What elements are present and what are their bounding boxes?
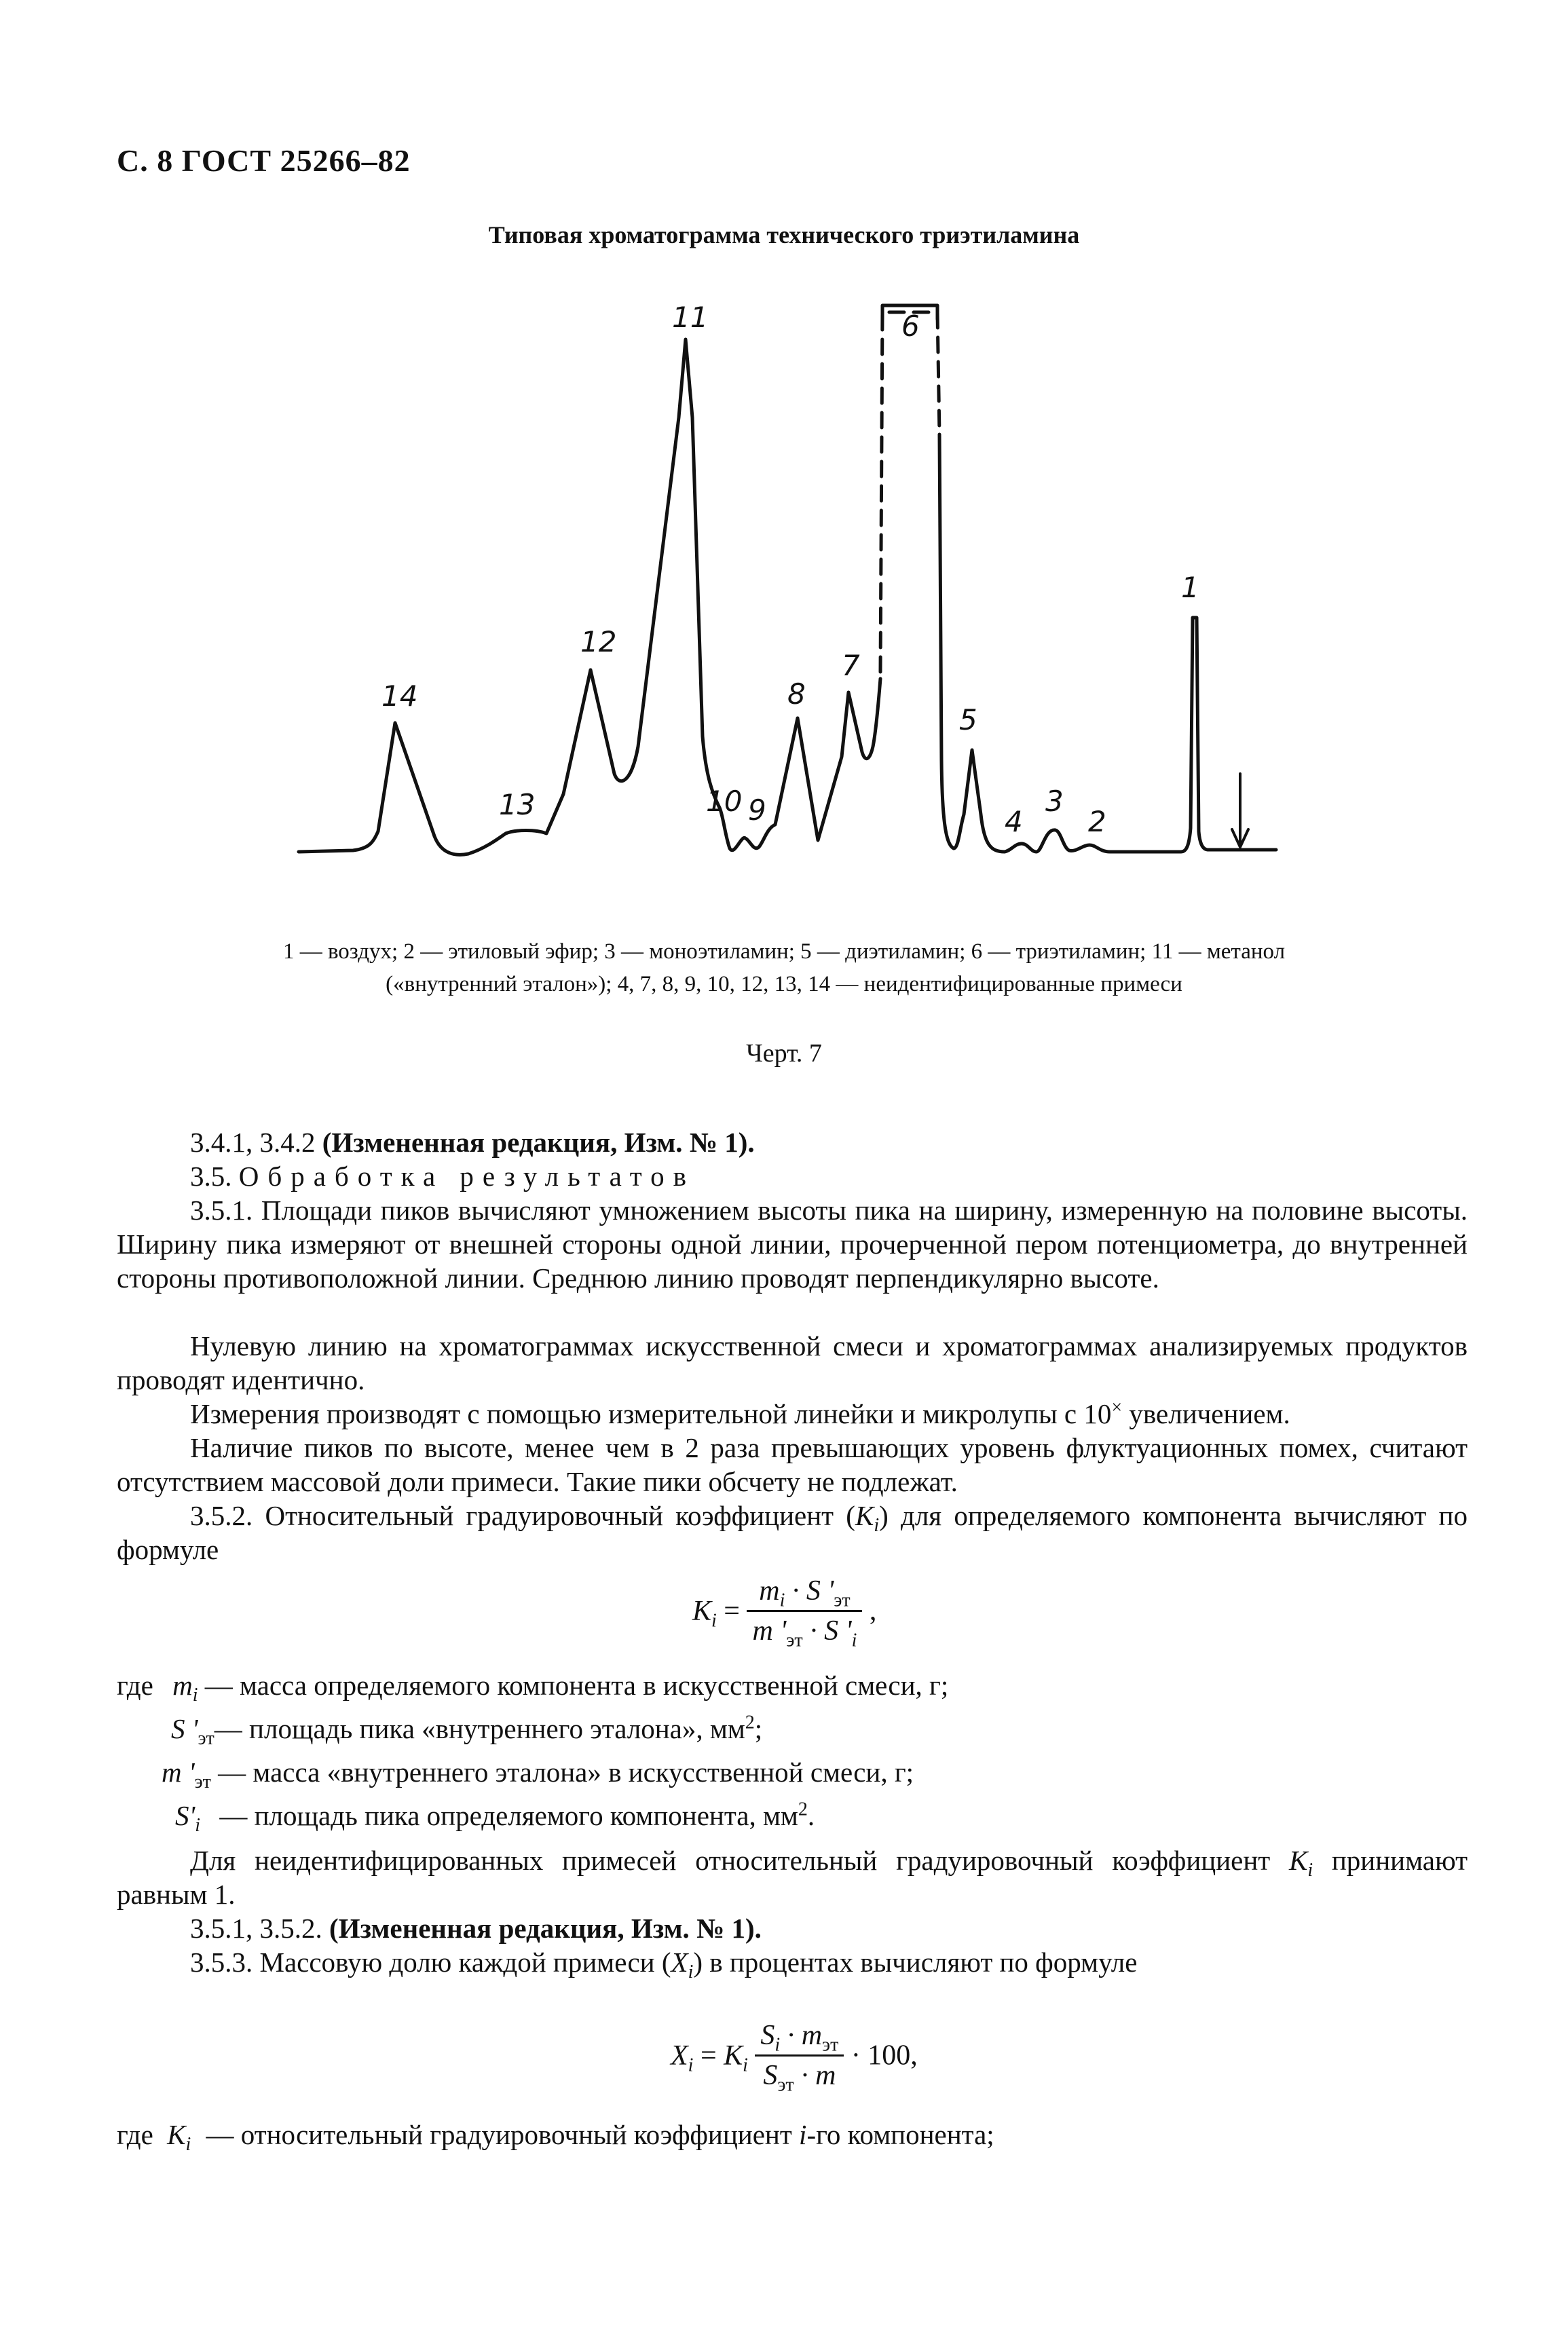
figure-caption: Черт. 7 xyxy=(746,1039,822,1068)
formula-xi-k: K xyxy=(724,2040,743,2071)
m-et-sub: эт xyxy=(194,1771,211,1793)
formula-xi-denominator xyxy=(755,2057,844,2096)
paragraph-peaks-noise: Наличие пиков по высоте, менее чем в 2 раза превышающих уровень флуктуационных помех, считают отсутствием массовой доли примеси. Такие пики обсчету не подлежат. xyxy=(117,1432,1468,1497)
magnification-sign: × xyxy=(1111,1397,1123,1419)
formula-xi-fraction xyxy=(755,2019,844,2096)
si-sup: 2 xyxy=(798,1799,808,1820)
para-3-5-3-end: ) в процентах вычисляют по формуле xyxy=(693,1947,1138,1978)
para-amend-bold-2: (Измененная редакция, Изм. № 1). xyxy=(329,1913,762,1944)
paragraph-measurements xyxy=(117,1397,1468,1431)
s-et-symbol: S ' xyxy=(171,1713,198,1744)
legend-line-1: 1 — воздух; 2 — этиловый эфир; 3 — моноэтиламин; 5 — диэтиламин; 6 — триэтиламин; 11 — метанол xyxy=(282,939,1286,964)
peak-label-3: 3 xyxy=(1045,785,1064,818)
formula-xi-numerator xyxy=(755,2019,844,2057)
peak-label-6: 6 xyxy=(901,309,920,343)
xi-num-s-sub: i xyxy=(774,2034,781,2056)
si-sub: i xyxy=(195,1815,201,1837)
formula-xi-k-sub: i xyxy=(743,2054,748,2076)
legend-line-2: («внутренний эталон»); 4, 7, 8, 9, 10, 12, 13, 14 — неидентифицированные примеси xyxy=(386,972,1182,996)
den-m-sub: эт xyxy=(786,1630,803,1651)
xi-symbol: X xyxy=(671,1947,688,1978)
s-et-definition: — площадь пика «внутреннего эталона», мм xyxy=(214,1713,745,1744)
ki-symbol: K xyxy=(855,1500,874,1531)
formula-xi-lhs: X xyxy=(671,2040,688,2071)
si-symbol: S' xyxy=(175,1800,195,1831)
s-et-sub: эт xyxy=(198,1728,214,1750)
formula-ki-lhs: K xyxy=(692,1595,712,1627)
xi-num-m: · m xyxy=(780,2020,823,2051)
si-definition: — площадь пика определяемого компонента, мм xyxy=(219,1800,798,1831)
xi-num-m-sub: эт xyxy=(822,2034,839,2056)
para-prefix: 3.4.1, 3.4.2 xyxy=(190,1127,322,1158)
measurements-end: увеличением. xyxy=(1122,1398,1290,1429)
s-et-sup: 2 xyxy=(745,1712,755,1733)
peak-label-8: 8 xyxy=(787,677,806,711)
peak-label-14: 14 xyxy=(381,679,418,713)
den-s-sub: i xyxy=(851,1630,857,1651)
peak-label-2: 2 xyxy=(1088,805,1106,838)
figure-title: Типовая хроматограмма технического триэтиламина xyxy=(488,221,1080,248)
formula-ki-denominator xyxy=(747,1612,862,1651)
paragraph-3-5-1: 3.5.1. Площади пиков вычисляют умножением высоты пика на ширину, измеренную на половине высоты. Ширину пика измеряют от внешней стороны одной линии, прочерченной пером потенциометра, до внутренней стороны противоположной линии. Среднюю линию проводят перпендикулярно высоте. xyxy=(117,1195,1468,1294)
peak-label-10: 10 xyxy=(706,785,743,818)
num-m: m xyxy=(759,1575,780,1607)
ki-def-sub: i xyxy=(185,2134,191,2156)
paragraph-3-4-amend xyxy=(190,1125,1412,1159)
m-et-definition: — масса «внутреннего эталона» в искусственной смеси, г; xyxy=(218,1757,914,1788)
ki-subscript: i xyxy=(874,1515,880,1537)
xi-den-s-sub: эт xyxy=(777,2074,794,2096)
section-3-5-heading xyxy=(190,1159,1412,1193)
xi-num-s: S xyxy=(760,2020,775,2051)
unidentified-end: принимают равным 1. xyxy=(117,1845,1468,1910)
ki-def-i: i xyxy=(799,2119,807,2150)
paragraph-3-5-amend xyxy=(190,1911,1412,1945)
peak-label-1: 1 xyxy=(1181,571,1199,604)
para-3-5-2-end: ) для определяемого компонента вычисляют по формуле xyxy=(117,1500,1468,1565)
section-number: 3.5. xyxy=(190,1161,239,1192)
para-3-5-2-text: 3.5.2. Относительный градуировочный коэффициент ( xyxy=(190,1500,855,1531)
formula-xi-tail: · 100, xyxy=(851,2040,918,2071)
paragraph-zero-line: Нулевую линию на хроматограммах искусственной смеси и хроматограммах анализируемых продуктов проводят идентично. xyxy=(117,1330,1468,1395)
xi-sub: i xyxy=(688,1961,694,1983)
formula-ki-equals: = xyxy=(724,1595,740,1627)
measurements-text: Измерения производят с помощью измерительной линейки и микролупы с 10 xyxy=(190,1398,1112,1429)
formula-xi-equals: = xyxy=(700,2040,717,2071)
formula-ki-fraction xyxy=(747,1575,862,1651)
paragraph-3-5-3 xyxy=(190,1945,1466,1983)
figure-legend xyxy=(163,935,1405,1000)
si-end: . xyxy=(807,1800,815,1831)
peak-label-9: 9 xyxy=(748,793,766,827)
formula-ki-comma: , xyxy=(869,1595,877,1627)
definition-mi xyxy=(117,1668,1468,1706)
formula-xi-lhs-sub: i xyxy=(688,2054,694,2076)
peak-label-7: 7 xyxy=(842,649,860,682)
peak-6-dashes xyxy=(880,312,939,672)
peak-label-12: 12 xyxy=(580,625,617,658)
xi-den-s: S xyxy=(763,2060,778,2091)
mi-definition: — масса определяемого компонента в искусственной смеси, г; xyxy=(204,1670,949,1701)
para-prefix-2: 3.5.1, 3.5.2. xyxy=(190,1913,329,1944)
num-s: · S ' xyxy=(785,1575,834,1607)
where-label-2: где xyxy=(117,2119,153,2150)
den-m: m ' xyxy=(752,1615,787,1647)
definition-ki xyxy=(117,2118,1468,2156)
page-header: С. 8 ГОСТ 25266–82 xyxy=(117,143,411,178)
unidentified-text: Для неидентифицированных примесей относительный градуировочный коэффициент xyxy=(190,1845,1289,1876)
definition-m-et xyxy=(162,1755,1451,1793)
peak-label-4: 4 xyxy=(1005,805,1023,838)
formula-ki-lhs-sub: i xyxy=(711,1609,717,1631)
peak-label-11: 11 xyxy=(672,301,709,334)
formula-xi xyxy=(671,2019,918,2101)
num-m-sub: i xyxy=(779,1590,785,1611)
num-s-sub: эт xyxy=(834,1590,851,1611)
para-amend-bold: (Измененная редакция, Изм. № 1). xyxy=(322,1127,755,1158)
peak-label-13: 13 xyxy=(499,788,536,821)
section-title: Обработка результатов xyxy=(238,1161,696,1192)
peak-label-5: 5 xyxy=(959,703,977,736)
definition-si xyxy=(175,1799,1465,1837)
ki-definition-end: -го компонента; xyxy=(806,2119,994,2150)
unidentified-ki-sub: i xyxy=(1307,1860,1313,1881)
paragraph-3-5-2 xyxy=(117,1499,1468,1566)
mi-symbol: m xyxy=(172,1670,193,1701)
ki-definition: — относительный градуировочный коэффициент xyxy=(206,2119,800,2150)
xi-den-m: · m xyxy=(794,2060,836,2091)
chromatogram-trace-left xyxy=(299,339,880,855)
ki-def-symbol: K xyxy=(167,2119,186,2150)
para-3-5-3-text: 3.5.3. Массовую долю каждой примеси ( xyxy=(190,1947,671,1978)
definition-s-et xyxy=(171,1712,1461,1750)
unidentified-ki: K xyxy=(1288,1845,1308,1876)
formula-ki-numerator xyxy=(747,1575,862,1612)
chromatogram xyxy=(0,0,1568,923)
m-et-symbol: m ' xyxy=(162,1757,195,1788)
mi-sub: i xyxy=(192,1685,198,1706)
formula-ki xyxy=(692,1575,876,1656)
s-et-end: ; xyxy=(754,1713,763,1744)
den-s: · S ' xyxy=(802,1615,852,1647)
where-label: где xyxy=(117,1670,153,1701)
paragraph-unidentified xyxy=(117,1843,1468,1911)
chromatogram-trace-right xyxy=(939,434,1276,852)
